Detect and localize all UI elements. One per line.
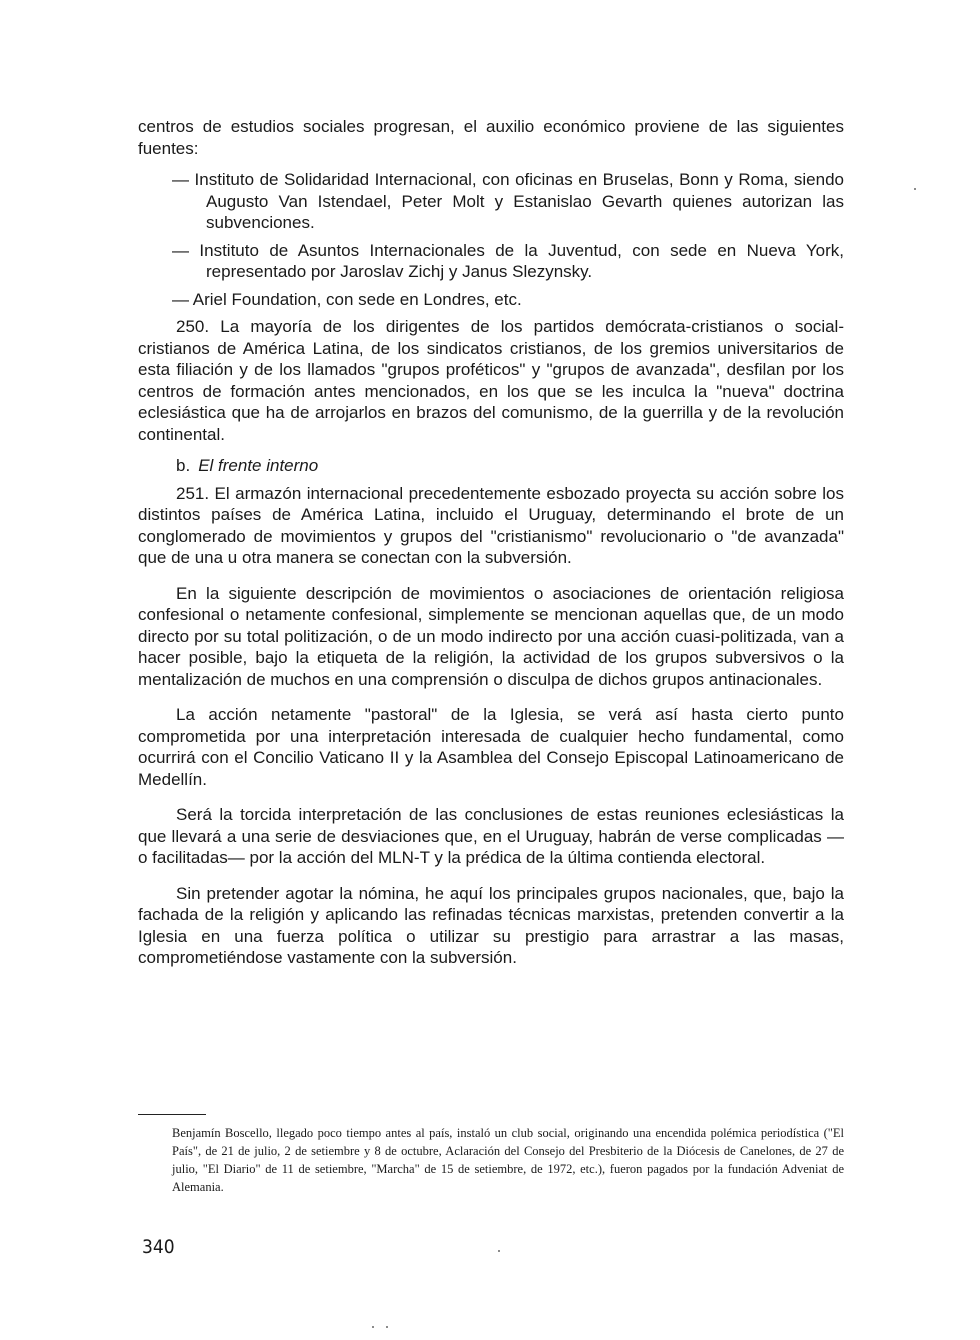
list-item-instituto-asuntos: — Instituto de Asuntos Internacionales de la Juventud, con sede en Nueva York, representado por Jaroslav Zichj y Janus Slezynsky. [172, 240, 844, 281]
page-number: 340 [142, 1236, 175, 1258]
scan-speck [498, 1250, 500, 1252]
paragraph-sin-pretender: Sin pretender agotar la nómina, he aquí los principales grupos nacionales, que, bajo la fachada de la religión y aplicando las refinadas técnicas marxistas, pretenden convertir a la Iglesia en una fuerza política o utilizar su prestigio para arrastrar a las masas, comprometiéndose vastamente con la subversión. [138, 883, 844, 967]
subheading-frente-interno [138, 455, 844, 477]
paragraph-intro: centros de estudios sociales progresan, el auxilio económico proviene de las siguientes fuentes: [138, 117, 844, 158]
list-item-instituto-solidaridad: — Instituto de Solidaridad Internacional, con oficinas en Bruselas, Bonn y Roma, siendo Augusto Van Istendael, Peter Molt y Estanislao Gevarth quienes autorizan las subvenciones. [172, 170, 844, 232]
footnote: Benjamín Boscello, llegado poco tiempo antes al país, instaló un club social, originando una encendida polémica periodística ("El País", de 21 de julio, 2 de setiembre y 8 de octubre, Aclaración del Consejo del Presbiterio de la Diócesis de Canelones, de 27 de julio, "El Diario" de 11 de setiembre, "Marcha" de 15 de setiembre, de 1972, etc.), fueron pagados por la fundación Adveniat de Alemania. [172, 1126, 844, 1194]
scan-speck [914, 188, 916, 190]
paragraph-pastoral: La acción netamente "pastoral" de la Iglesia, se verá así hasta cierto punto comprometida por una interpretación interesada de cualquier hecho fundamental, como ocurrirá con el Concilio Vaticano II y la Asamblea del Consejo Episcopal Latinoamericano de Medellín. [138, 705, 844, 789]
scan-speck [372, 1326, 374, 1328]
subheading-title: El frente interno [198, 456, 319, 475]
paragraph-torcida: Será la torcida interpretación de las conclusiones de estas reuniones eclesiásticas la que llevará a una serie de desviaciones que, en el Uruguay, habrán de verse complicadas —o facilitadas— por la acción del MLN-T y la prédica de la última contienda electoral. [138, 805, 844, 867]
paragraph-descripcion: En la siguiente descripción de movimientos o asociaciones de orientación religiosa confesional o netamente confesional, simplemente se mencionan aquellas que, de un modo directo por su total politización, o de un modo indirecto por una acción cuasi-politizada, van a hacer posible, bajo la etiqueta de la religión, la actividad de los grupos subversivos o la mentalización de muchos en una comprensión o disculpa de dichos grupos antinacionales. [138, 583, 844, 689]
scan-speck [386, 1326, 388, 1328]
list-item-ariel-foundation: — Ariel Foundation, con sede en Londres, etc. [172, 289, 522, 309]
page-body [138, 116, 844, 969]
footnote-rule [138, 1114, 206, 1115]
paragraph-250: 250. La mayoría de los dirigentes de los partidos demócrata-cristianos o social-cristianos de América Latina, de los sindicatos cristianos, de los gremios universitarios de esta filiación y de los llamados "grupos proféticos" y "grupos de avanzada", desfilan por los centros de formación antes mencionados, en los que se les inculca la "nueva" doctrina eclesiástica que ha de arrojarlos en brazos del comunismo, de la guerrilla y de la revolución continental. [138, 317, 844, 444]
paragraph-251: 251. El armazón internacional precedentemente esbozado proyecta su acción sobre los distintos países de América Latina, incluido el Uruguay, determinando el brote de un conglomerado de movimientos y grupos del "cristianismo" revolucionario o "de avanzada" que de una u otra manera se conectan con la subversión. [138, 483, 844, 567]
subheading-letter: b. [176, 456, 191, 475]
